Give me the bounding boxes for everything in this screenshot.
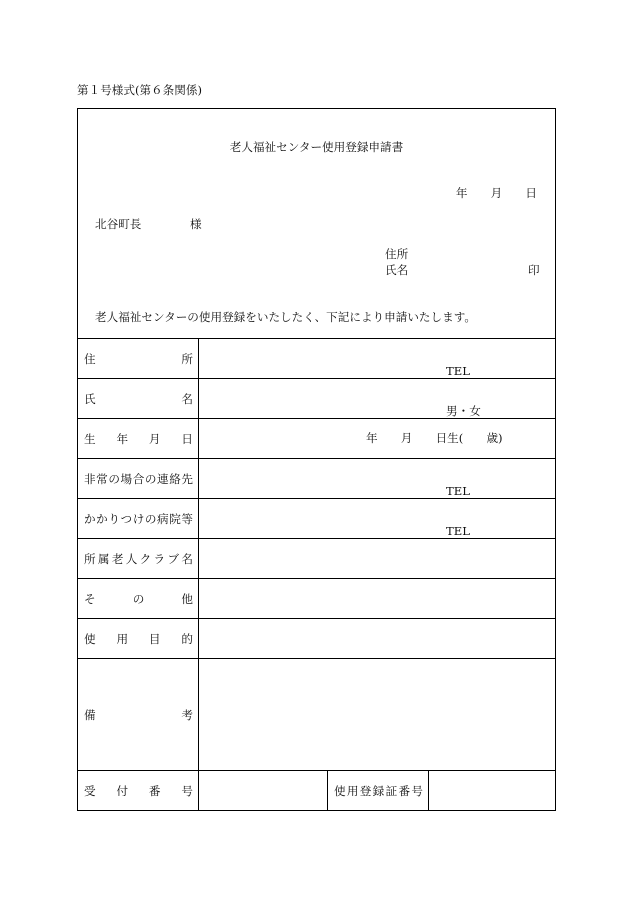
label-char: そ [84, 591, 96, 606]
remarks-field [199, 659, 555, 770]
label-char: 使 [84, 631, 96, 646]
label-char: 名 [181, 551, 193, 566]
honorific: 様 [190, 217, 202, 231]
row-label [84, 632, 193, 646]
tel-label: TEL [446, 364, 470, 378]
row-office-use [78, 770, 555, 810]
label-char: か [96, 511, 108, 526]
row-label [84, 432, 193, 446]
label-char: つ [120, 511, 133, 526]
label-char: の [132, 591, 145, 606]
label-char: の [144, 511, 157, 526]
label-char: 所 [84, 551, 96, 566]
label-char: か [84, 511, 96, 526]
label-char: 月 [148, 431, 161, 446]
row-birthdate [78, 418, 555, 458]
row-emergency-contact [78, 458, 555, 498]
request-statement: 老人福祉センターの使用登録をいたしたく、下記により申請いたします。 [95, 310, 476, 324]
label-char: の [144, 471, 157, 486]
label-char: 号 [181, 783, 193, 798]
label-char: 人 [125, 551, 138, 566]
label-char: 所 [181, 351, 193, 366]
row-label [84, 552, 193, 566]
label-char: 連 [157, 471, 169, 486]
other-field [199, 579, 555, 618]
label-char: ク [139, 551, 152, 566]
label-char: 付 [116, 783, 129, 798]
label-char: 録 [372, 783, 385, 798]
row-name [78, 378, 555, 418]
form-title: 老人福祉センター使用登録申請書 [229, 140, 404, 154]
label-char: 属 [97, 551, 110, 566]
row-label [84, 708, 193, 722]
certificate-number-label [334, 784, 423, 798]
receipt-number-field [199, 771, 328, 810]
label-char: の [108, 471, 120, 486]
label-char: 年 [116, 431, 129, 446]
label-char: 考 [181, 707, 193, 722]
birthdate-field [199, 419, 555, 458]
label-char: 日 [181, 431, 193, 446]
label-char: 受 [84, 783, 96, 798]
row-label [84, 392, 193, 406]
label-char: 住 [84, 351, 96, 366]
application-form [77, 108, 556, 811]
form-header [78, 109, 555, 338]
label-char: り [108, 511, 120, 526]
applicant-address-label: 住所 [385, 247, 409, 261]
label-char: 番 [148, 783, 161, 798]
label-char: 登 [359, 783, 372, 798]
label-char: 使 [334, 783, 346, 798]
label-char: 場 [120, 471, 133, 486]
applicant-name-label: 氏名 [385, 263, 409, 277]
tel-label: TEL [446, 524, 470, 538]
receipt-label-cell [78, 771, 199, 810]
gender-options: 男・女 [446, 404, 481, 418]
label-char: 絡 [169, 471, 181, 486]
label-char: ラ [153, 551, 166, 566]
row-label [84, 592, 193, 606]
row-label-cell [78, 659, 199, 770]
purpose-field [199, 619, 555, 658]
label-char: 非 [84, 471, 96, 486]
row-label-cell [78, 379, 199, 418]
application-date: 年 月 日 [455, 186, 537, 200]
address-field [199, 339, 555, 378]
row-hospital [78, 498, 555, 538]
certificate-label-cell [328, 771, 429, 810]
birthdate-template: 年 月 日生( 歳) [366, 431, 503, 445]
label-char: 番 [398, 783, 411, 798]
row-label-cell [78, 619, 199, 658]
label-char: 備 [84, 707, 96, 722]
label-char: 他 [181, 591, 193, 606]
label-char: 病 [157, 511, 169, 526]
seal-mark: 印 [528, 263, 540, 277]
receipt-number-label [84, 784, 193, 798]
label-char: ブ [167, 551, 180, 566]
label-char: 等 [181, 511, 193, 526]
row-label-cell [78, 419, 199, 458]
row-label-cell [78, 339, 199, 378]
label-char: 名 [181, 391, 193, 406]
addressee: 北谷町長 [95, 217, 142, 231]
emergency-contact-field [199, 459, 555, 498]
label-char: 合 [132, 471, 145, 486]
label-char: 常 [96, 471, 108, 486]
row-label-cell [78, 499, 199, 538]
label-char: 先 [181, 471, 193, 486]
hospital-field [199, 499, 555, 538]
label-char: 目 [148, 631, 161, 646]
row-address [78, 338, 555, 378]
label-char: 院 [169, 511, 181, 526]
label-char: 老 [111, 551, 124, 566]
label-char: け [132, 511, 145, 526]
certificate-number-field [429, 771, 555, 810]
row-label-cell [78, 459, 199, 498]
row-purpose [78, 618, 555, 658]
row-label-cell [78, 539, 199, 578]
label-char: 生 [84, 431, 96, 446]
tel-label: TEL [446, 484, 470, 498]
label-char: 号 [411, 783, 423, 798]
label-char: 証 [385, 783, 398, 798]
label-char: 用 [116, 631, 129, 646]
name-field [199, 379, 555, 418]
row-label [84, 352, 193, 366]
row-club [78, 538, 555, 578]
row-other [78, 578, 555, 618]
label-char: 用 [346, 783, 359, 798]
row-label-cell [78, 579, 199, 618]
label-char: 氏 [84, 391, 96, 406]
row-label [84, 472, 193, 486]
label-char: 的 [181, 631, 193, 646]
club-field [199, 539, 555, 578]
form-number: 第１号様式(第６条関係) [77, 83, 202, 97]
row-label [84, 512, 193, 526]
row-remarks [78, 658, 555, 770]
